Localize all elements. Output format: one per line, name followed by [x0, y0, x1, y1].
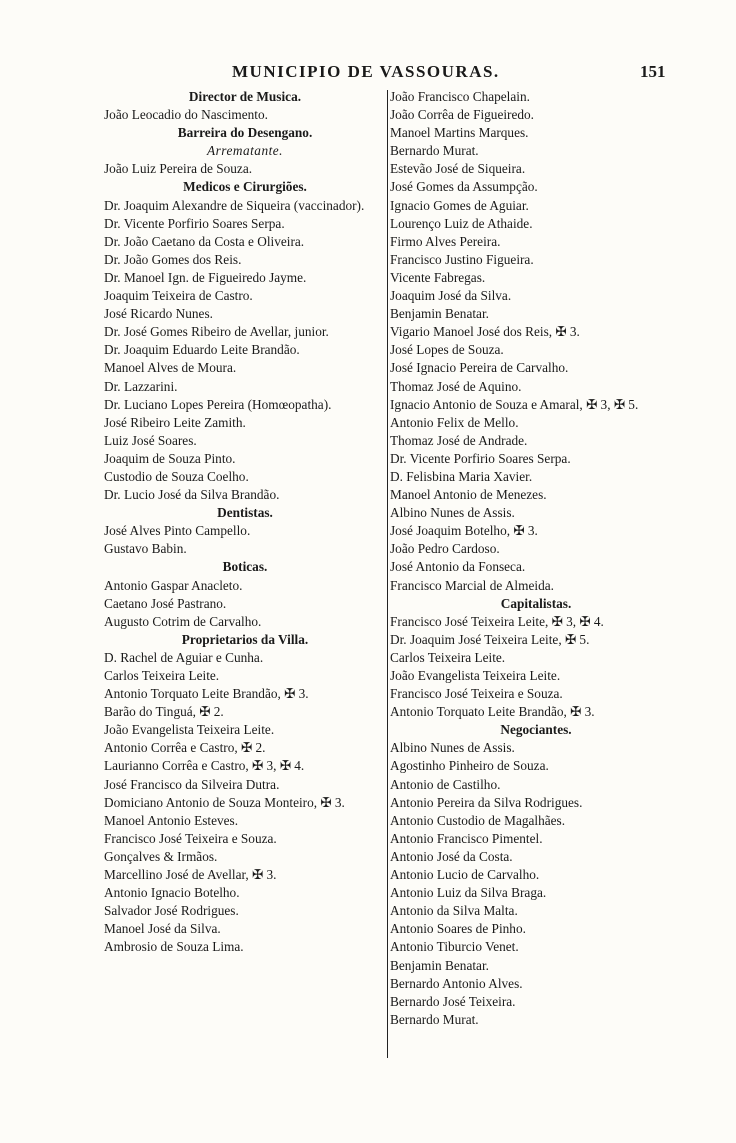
directory-entry: Dr. Manoel Ign. de Figueiredo Jayme. — [104, 269, 307, 285]
directory-entry: Vigario Manoel José dos Reis, ✠ 3. — [390, 324, 580, 340]
directory-entry: Antonio Francisco Pimentel. — [390, 830, 543, 846]
directory-entry: Dr. João Gomes dos Reis. — [104, 251, 242, 267]
directory-entry: Thomaz José de Andrade. — [390, 432, 528, 448]
directory-entry: Antonio Torquato Leite Brandão, ✠ 3. — [104, 686, 309, 702]
directory-entry: Dr. José Gomes Ribeiro de Avellar, junior. — [104, 324, 329, 340]
directory-entry: Bernardo Murat. — [390, 143, 479, 159]
right-column — [390, 88, 682, 1029]
directory-entry: Ambrosio de Souza Lima. — [104, 939, 244, 955]
directory-entry: Dr. Luciano Lopes Pereira (Homœopatha). — [104, 396, 332, 412]
directory-entry: Dr. Joaquim Alexandre de Siqueira (vaccinador). — [104, 197, 365, 213]
directory-entry: Ignacio Antonio de Souza e Amaral, ✠ 3, ✠ 5. — [390, 396, 639, 412]
directory-entry: José Ricardo Nunes. — [104, 306, 213, 322]
directory-entry: Benjamin Benatar. — [390, 306, 489, 322]
directory-entry: Manoel Alves de Moura. — [104, 360, 237, 376]
directory-entry: Estevão José de Siqueira. — [390, 161, 526, 177]
directory-entry: Antonio Luiz da Silva Braga. — [390, 885, 547, 901]
directory-entry: Bernardo Murat. — [390, 1011, 479, 1027]
directory-entry: José Francisco da Silveira Dutra. — [104, 776, 280, 792]
directory-entry: José Ribeiro Leite Zamith. — [104, 414, 246, 430]
directory-entry: Luiz José Soares. — [104, 432, 197, 448]
directory-entry: Joaquim José da Silva. — [390, 288, 512, 304]
directory-entry: Antonio Ignacio Botelho. — [104, 885, 240, 901]
section-heading: Dentistas. — [217, 505, 273, 521]
directory-entry: Augusto Cotrim de Carvalho. — [104, 613, 262, 629]
directory-entry: Antonio Corrêa e Castro, ✠ 2. — [104, 740, 266, 756]
directory-entry: D. Rachel de Aguiar e Cunha. — [104, 649, 264, 665]
directory-entry: Dr. Joaquim José Teixeira Leite, ✠ 5. — [390, 631, 590, 647]
directory-entry: Dr. Joaquim Eduardo Leite Brandão. — [104, 342, 300, 358]
directory-entry: Antonio Felix de Mello. — [390, 414, 519, 430]
directory-entry: Antonio Torquato Leite Brandão, ✠ 3. — [390, 704, 595, 720]
directory-entry: Gonçalves & Irmãos. — [104, 848, 218, 864]
directory-entry: Benjamin Benatar. — [390, 957, 489, 973]
directory-entry: Manoel José da Silva. — [104, 921, 221, 937]
directory-entry: João Evangelista Teixeira Leite. — [104, 722, 275, 738]
section-heading: Director de Musica. — [188, 89, 302, 104]
directory-entry: Caetano José Pastrano. — [104, 595, 227, 611]
section-heading: Medicos e Cirurgiões. — [183, 179, 307, 195]
directory-entry: Francisco Marcial de Almeida. — [390, 577, 554, 593]
directory-entry: Barão do Tinguá, ✠ 2. — [104, 704, 224, 720]
section-subheading: Arrematante. — [206, 143, 284, 159]
section-heading: Proprietarios da Villa. — [181, 631, 309, 647]
directory-entry: José Ignacio Pereira de Carvalho. — [390, 360, 569, 376]
column-divider — [387, 90, 388, 1058]
directory-entry: José Antonio da Fonseca. — [390, 559, 526, 575]
directory-entry: Carlos Teixeira Leite. — [104, 668, 220, 683]
directory-entry: José Gomes da Assumpção. — [390, 179, 538, 195]
section-heading: Negociantes. — [500, 722, 572, 738]
directory-entry: Joaquim Teixeira de Castro. — [104, 288, 253, 304]
directory-entry: D. Felisbina Maria Xavier. — [390, 468, 533, 484]
directory-entry: Albino Nunes de Assis. — [390, 505, 515, 521]
directory-entry: Manoel Antonio Esteves. — [104, 812, 239, 828]
section-heading: Barreira do Desengano. — [177, 125, 313, 141]
directory-entry: Antonio José da Costa. — [390, 848, 513, 864]
directory-entry: Francisco Justino Figueira. — [390, 251, 534, 267]
directory-entry: Gustavo Babin. — [104, 541, 187, 557]
directory-entry: Francisco José Teixeira e Souza. — [104, 830, 277, 846]
directory-entry: Joaquim de Souza Pinto. — [104, 450, 236, 466]
directory-entry: Manoel Martins Marques. — [390, 125, 529, 141]
section-heading: Capitalistas. — [500, 595, 572, 611]
directory-entry: Antonio da Silva Malta. — [390, 903, 518, 919]
directory-entry: Albino Nunes de Assis. — [390, 740, 515, 756]
section-heading: Boticas. — [222, 559, 268, 575]
directory-entry: Salvador José Rodrigues. — [104, 903, 239, 919]
directory-entry: Carlos Teixeira Leite. — [390, 649, 506, 665]
directory-entry: José Lopes de Souza. — [390, 342, 504, 358]
directory-entry: Antonio de Castilho. — [390, 776, 501, 792]
directory-entry: Bernardo José Teixeira. — [390, 993, 516, 1009]
directory-entry: Francisco José Teixeira Leite, ✠ 3, ✠ 4. — [390, 613, 604, 629]
directory-entry: João Pedro Cardoso. — [390, 541, 500, 557]
directory-entry: Antonio Tiburcio Venet. — [390, 939, 519, 955]
directory-entry: Dr. Lucio José da Silva Brandão. — [104, 487, 280, 503]
directory-entry: João Francisco Chapelain. — [390, 89, 530, 104]
directory-entry: Domiciano Antonio de Souza Monteiro, ✠ 3. — [104, 794, 345, 810]
directory-entry: Marcellino José de Avellar, ✠ 3. — [104, 867, 277, 883]
directory-entry: Francisco José Teixeira e Souza. — [390, 686, 563, 702]
directory-entry: José Joaquim Botelho, ✠ 3. — [390, 523, 538, 539]
directory-entry: José Alves Pinto Campello. — [104, 523, 251, 539]
directory-entry: Dr. Vicente Porfirio Soares Serpa. — [104, 215, 285, 231]
directory-entry: Dr. Lazzarini. — [104, 378, 178, 394]
directory-entry: Antonio Lucio de Carvalho. — [390, 867, 540, 883]
directory-entry: Dr. João Caetano da Costa e Oliveira. — [104, 233, 305, 249]
directory-entry: Vicente Fabregas. — [390, 269, 486, 285]
directory-entry: João Evangelista Teixeira Leite. — [390, 668, 561, 683]
directory-entry: Custodio de Souza Coelho. — [104, 468, 249, 484]
page-title: MUNICIPIO DE VASSOURAS. — [232, 62, 500, 81]
directory-entry: Lourenço Luiz de Athaide. — [390, 215, 533, 231]
directory-entry: Antonio Custodio de Magalhães. — [390, 812, 566, 828]
page-number: 151 — [640, 62, 666, 81]
left-column — [104, 88, 386, 957]
directory-entry: Firmo Alves Pereira. — [390, 233, 501, 249]
directory-entry: Bernardo Antonio Alves. — [390, 975, 523, 991]
directory-entry: Laurianno Corrêa e Castro, ✠ 3, ✠ 4. — [104, 758, 305, 774]
directory-entry: Antonio Soares de Pinho. — [390, 921, 526, 937]
directory-entry: João Leocadio do Nascimento. — [104, 107, 268, 123]
directory-entry: Antonio Gaspar Anacleto. — [104, 577, 243, 593]
directory-entry: Dr. Vicente Porfirio Soares Serpa. — [390, 450, 571, 466]
directory-entry: João Corrêa de Figueiredo. — [390, 107, 535, 123]
directory-entry: Antonio Pereira da Silva Rodrigues. — [390, 794, 583, 810]
directory-entry: Ignacio Gomes de Aguiar. — [390, 197, 529, 213]
directory-entry: Agostinho Pinheiro de Souza. — [390, 758, 549, 774]
directory-entry: Manoel Antonio de Menezes. — [390, 487, 547, 503]
running-head — [0, 62, 736, 90]
directory-entry: João Luiz Pereira de Souza. — [104, 161, 253, 177]
directory-entry: Thomaz José de Aquino. — [390, 378, 522, 394]
